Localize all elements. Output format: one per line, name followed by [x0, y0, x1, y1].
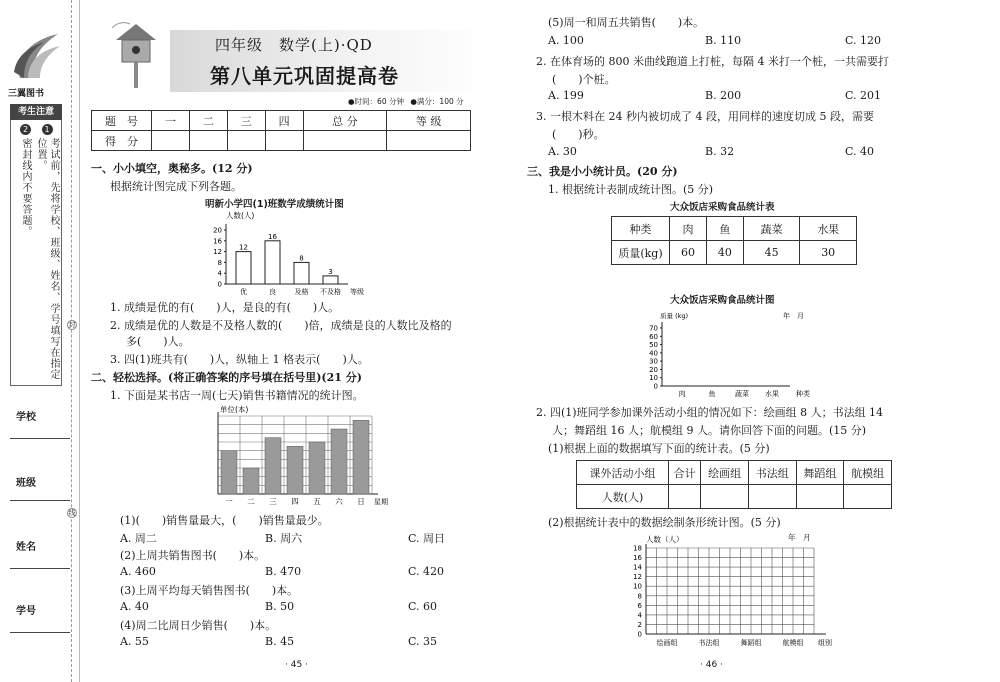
chart-1-data-label: 16	[268, 232, 277, 241]
s2-p5-option-b[interactable]: B. 110	[705, 34, 742, 47]
chart-3-date: 年 月	[783, 312, 804, 320]
chart-2-bar	[221, 451, 237, 494]
chart-1-data-label: 12	[239, 243, 248, 252]
exam-subtitle: 四年级 数学(上)·QD	[215, 36, 373, 54]
s2-q1: 1. 下面是某书店一周(七天)销售书籍情况的统计图。	[110, 389, 364, 402]
score-cell: 三	[227, 111, 265, 131]
chart-1-bar	[294, 262, 309, 284]
chart-1-tick-label: 0	[217, 280, 222, 289]
page-number-right: · 46 ·	[700, 660, 723, 670]
chart-2-category-label: 日	[357, 497, 365, 506]
s2-p3-option-b[interactable]: B. 50	[265, 600, 295, 613]
chart-3-tick-label: 0	[653, 382, 658, 391]
notice-item-1	[34, 124, 60, 382]
s2-p1-option-a[interactable]: A. 周二	[120, 532, 157, 545]
chart-3-category-label: 水果	[765, 390, 779, 398]
chart-1-category-label: 不及格	[320, 288, 341, 296]
notice-text-2: 密封线内不要答题。	[20, 138, 31, 237]
chart-2-category-label: 六	[335, 497, 343, 506]
notice-content	[14, 124, 60, 382]
score-input-cell[interactable]	[303, 131, 387, 151]
score-input-cell[interactable]	[152, 131, 190, 151]
score-row-header	[92, 111, 471, 131]
food-table-row	[612, 241, 857, 265]
chart-1-score-bar	[200, 208, 370, 300]
s2-q2-option-c[interactable]: C. 201	[845, 89, 882, 102]
chart-2-ylabel: 单位(本)	[220, 405, 249, 414]
chart-3-tick-label: 40	[649, 349, 658, 358]
table-cell: 鱼	[706, 217, 743, 241]
chart-2-bar	[331, 429, 347, 494]
food-table	[611, 216, 857, 265]
table-cell: 人数(人)	[577, 485, 669, 509]
chart-4-category-label: 航模组	[782, 639, 804, 647]
chart-3-tick-label: 50	[649, 341, 658, 350]
chart-1-bar	[236, 252, 251, 284]
s2-q2-option-b[interactable]: B. 200	[705, 89, 742, 102]
s2-q3-option-c[interactable]: C. 40	[845, 145, 875, 158]
clock-icon: ●	[348, 97, 355, 106]
birdhouse-icon	[110, 18, 160, 88]
table-cell: 种类	[612, 217, 670, 241]
notice-number-2: 2	[20, 124, 31, 135]
field-class-label: 班级	[16, 478, 36, 489]
table-cell: 40	[706, 241, 743, 265]
chart-4-category-label: 舞蹈组	[740, 639, 762, 647]
score-row-values	[92, 131, 471, 151]
chart-4-ylabel: 人数（人）	[646, 535, 684, 544]
activity-table-header	[577, 461, 892, 485]
score-table	[91, 110, 471, 151]
chart-4-tick-label: 2	[637, 620, 642, 629]
field-name-line[interactable]	[10, 568, 70, 569]
s1-q3: 3. 四(1)班共有( )人，纵轴上 1 格表示( )人。	[110, 353, 369, 366]
score-cell: 得 分	[92, 131, 152, 151]
chart-4-tick-label: 8	[637, 592, 642, 601]
s3-q2b: 人；舞蹈组 16 人；航模组 9 人。请你回答下面的问题。(15 分)	[552, 424, 867, 437]
chart-3-tick-label: 30	[649, 357, 658, 366]
s1-q2b: 多( )人。	[126, 335, 190, 348]
section-1-heading: 一、小小填空，奥秘多。(12 分)	[91, 162, 253, 175]
s3-q2a: 2. 四(1)班同学参加课外活动小组的情况如下：绘画组 8 人；书法组 14	[536, 406, 884, 419]
table-cell: 60	[670, 241, 707, 265]
chart-3-tick-label: 60	[649, 332, 658, 341]
s2-p1-option-b[interactable]: B. 周六	[265, 532, 303, 545]
table-input-cell[interactable]	[701, 485, 749, 509]
score-cell: 等 级	[387, 111, 471, 131]
s1-q1: 1. 成绩是优的有( )人，是良的有( )人。	[110, 301, 340, 314]
field-id-line[interactable]	[10, 632, 70, 633]
table-cell: 书法组	[748, 461, 796, 485]
chart-2-bar	[243, 468, 259, 494]
chart-1-tick-label: 16	[213, 237, 222, 246]
table-input-cell[interactable]	[844, 485, 892, 509]
chart-2-category-label: 一	[225, 497, 233, 506]
chart-3-x-axis-end: 种类	[796, 390, 810, 398]
score-input-cell[interactable]	[189, 131, 227, 151]
s2-p4-option-b[interactable]: B. 45	[265, 635, 295, 648]
score-cell: 四	[265, 111, 303, 131]
table-cell: 绘画组	[701, 461, 749, 485]
chart-1-tick-label: 20	[213, 226, 222, 235]
table-1-title: 大众饭店采购食品统计表	[670, 202, 775, 213]
table-cell: 蔬菜	[743, 217, 800, 241]
s2-q2a: 2. 在体育场的 800 米曲线跑道上打桩，每隔 4 米打一个桩，一共需要打	[536, 55, 889, 68]
s2-p3-option-c[interactable]: C. 60	[408, 600, 438, 613]
field-id-label: 学号	[16, 606, 36, 617]
table-cell: 合计	[669, 461, 701, 485]
binding-char-2: 线	[68, 509, 76, 517]
chart-1-bar	[265, 241, 280, 284]
s2-p1-option-c[interactable]: C. 周日	[408, 532, 446, 545]
score-input-cell[interactable]	[265, 131, 303, 151]
table-cell: 航模组	[844, 461, 892, 485]
s2-p5-option-a[interactable]: A. 100	[548, 34, 584, 47]
notice-item-2	[19, 124, 32, 382]
chart-1-tick-label: 8	[217, 258, 222, 267]
chart-1-category-label: 良	[269, 288, 276, 296]
chart-4-tick-label: 4	[637, 611, 642, 620]
chart-4-tick-label: 16	[633, 554, 642, 563]
s3-q2p2: (2)根据统计表中的数据绘制条形统计图。(5 分)	[548, 516, 781, 529]
notice-title: 考生注意	[10, 104, 62, 120]
exam-full-score: 满分：100 分	[416, 97, 464, 106]
s2-q2b: ( )个桩。	[552, 73, 616, 86]
table-input-cell[interactable]	[669, 485, 701, 509]
exam-title: 第八单元巩固提高卷	[210, 64, 399, 88]
page-number-left: · 45 ·	[285, 660, 308, 670]
chart-3-tick-label: 20	[649, 365, 658, 374]
s2-q3-option-a[interactable]: A. 30	[548, 145, 577, 158]
chart-4-category-label: 绘画组	[656, 639, 678, 647]
s2-q2-option-a[interactable]: A. 199	[548, 89, 584, 102]
notice-number-1: 1	[42, 124, 53, 135]
score-input-cell[interactable]	[387, 131, 471, 151]
chart-1-data-label: 8	[299, 254, 304, 263]
chart-3-food-bar[interactable]	[640, 306, 825, 402]
s2-p2-option-a[interactable]: A. 460	[120, 565, 156, 578]
s2-p4-option-a[interactable]: A. 55	[120, 635, 149, 648]
s2-p3-option-a[interactable]: A. 40	[120, 600, 149, 613]
field-class-line[interactable]	[10, 500, 70, 501]
s2-p4-option-c[interactable]: C. 35	[408, 635, 438, 648]
field-school-label: 学校	[16, 412, 36, 423]
table-input-cell[interactable]	[796, 485, 844, 509]
chart-2-bookstore-bar	[200, 402, 405, 512]
table-cell: 45	[743, 241, 800, 265]
brand-logo-icon	[10, 28, 62, 88]
chart-4-tick-label: 0	[637, 630, 642, 639]
chart-4-x-axis-end: 组别	[818, 639, 832, 647]
table-cell: 30	[800, 241, 857, 265]
s1-q2a: 2. 成绩是优的人数是不及格人数的( )倍，成绩是良的人数比及格的	[110, 319, 452, 332]
s2-p5: (5)周一和周五共销售( )本。	[548, 16, 705, 29]
chart-4-date: 年 月	[788, 533, 811, 542]
chart-1-category-label: 及格	[294, 288, 309, 296]
s2-q3b: ( )秒。	[552, 128, 605, 141]
chart-1-title: 明新小学四(1)班数学成绩统计图	[205, 199, 344, 210]
brand-name: 三翼图书	[8, 89, 45, 99]
s3-q2p1: (1)根据上面的数据填写下面的统计表。(5 分)	[548, 442, 770, 455]
s2-p5-option-c[interactable]: C. 120	[845, 34, 882, 47]
chart-3-ylabel: 质量 (kg)	[660, 312, 689, 320]
chart-4-tick-label: 14	[633, 563, 642, 572]
chart-1-data-label: 3	[328, 267, 333, 276]
chart-4-tick-label: 12	[633, 573, 642, 582]
chart-4-activity-bar[interactable]	[628, 530, 846, 652]
chart-2-bar	[287, 446, 303, 494]
section-1-intro: 根据统计图完成下列各题。	[110, 180, 242, 193]
chart-3-tick-label: 10	[649, 374, 658, 383]
table-cell: 质量(kg)	[612, 241, 670, 265]
chart-3-category-label: 蔬菜	[735, 390, 749, 398]
s2-q3-option-b[interactable]: B. 32	[705, 145, 735, 158]
chart-2-category-label: 三	[269, 497, 277, 506]
chart-1-tick-label: 12	[213, 248, 222, 257]
s2-p1: (1)( )销售量最大，( )销售量最少。	[120, 514, 329, 527]
field-school-line[interactable]	[10, 438, 70, 439]
table-input-cell[interactable]	[748, 485, 796, 509]
s2-p3: (3)上周平均每天销售图书( )本。	[120, 584, 299, 597]
s2-p4: (4)周二比周日少销售( )本。	[120, 619, 277, 632]
exam-time: 时间：60 分钟	[354, 97, 404, 106]
table-cell: 水果	[800, 217, 857, 241]
chart-4-tick-label: 6	[637, 601, 642, 610]
chart-2-category-label: 二	[247, 497, 255, 506]
chart-1-bar	[323, 276, 338, 284]
s3-q1: 1. 根据统计表制成统计图。(5 分)	[548, 183, 714, 196]
chart-2-bar	[265, 438, 281, 494]
chart-2-category-label: 四	[291, 497, 299, 506]
chart-1-category-label: 优	[240, 288, 247, 296]
chart-2-x-axis-end: 星期	[374, 498, 388, 506]
score-cell: 二	[189, 111, 227, 131]
chart-3-category-label: 鱼	[708, 390, 716, 398]
chart-2-category-label: 五	[313, 497, 321, 506]
s2-q3a: 3. 一根木料在 24 秒内被切成了 4 段，用同样的速度切成 5 段，需要	[536, 110, 874, 123]
s2-p2-option-b[interactable]: B. 470	[265, 565, 302, 578]
score-cell: 题 号	[92, 111, 152, 131]
score-cell: 总 分	[303, 111, 387, 131]
chart-3-title: 大众饭店采购食品统计图	[670, 295, 775, 306]
exam-meta	[348, 96, 464, 107]
table-cell: 课外活动小组	[577, 461, 669, 485]
check-icon: ●	[410, 97, 417, 106]
score-cell: 一	[152, 111, 190, 131]
section-3-heading: 三、我是小小统计员。(20 分)	[527, 165, 678, 178]
chart-4-tick-label: 18	[633, 544, 642, 553]
section-2-heading: 二、轻松选择。(将正确答案的序号填在括号里)(21 分)	[91, 371, 362, 384]
chart-2-bar	[309, 442, 325, 494]
chart-1-tick-label: 4	[217, 269, 222, 278]
field-name-label: 姓名	[16, 542, 36, 553]
chart-3-tick-label: 70	[649, 324, 658, 333]
chart-1-ylabel: 人数(人)	[226, 211, 255, 220]
chart-4-tick-label: 10	[633, 582, 642, 591]
activity-table	[576, 460, 892, 509]
s2-p2-option-c[interactable]: C. 420	[408, 565, 445, 578]
chart-3-category-label: 肉	[678, 390, 686, 398]
s2-p2: (2)上周共销售图书( )本。	[120, 549, 266, 562]
chart-2-bar	[353, 420, 369, 494]
food-table-header	[612, 217, 857, 241]
notice-text-1: 考试前，先将学校、班级、姓名、学号填写在指定位置。	[35, 138, 59, 380]
binding-line	[71, 0, 72, 682]
chart-1-x-axis-end: 等级	[350, 288, 364, 296]
score-input-cell[interactable]	[227, 131, 265, 151]
activity-table-row	[577, 485, 892, 509]
chart-4-category-label: 书法组	[698, 639, 720, 647]
table-cell: 舞蹈组	[796, 461, 844, 485]
binding-char-1: 封	[68, 321, 76, 329]
table-cell: 肉	[670, 217, 707, 241]
